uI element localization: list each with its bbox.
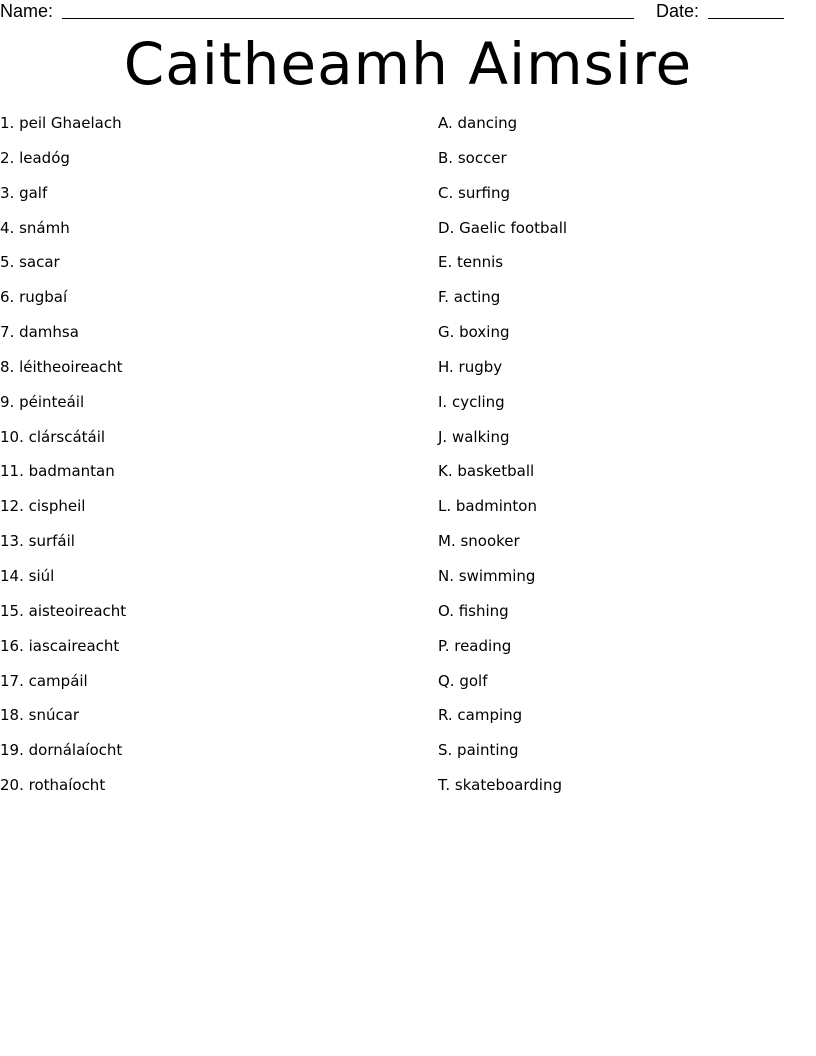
definition-item: I. cycling — [438, 392, 505, 411]
term-item: 8. léitheoireacht — [0, 357, 123, 376]
definition-item: C. surfing — [438, 183, 510, 202]
definition-item: F. acting — [438, 288, 501, 307]
term-item: 17. campáil — [0, 671, 88, 690]
definition-item: H. rugby — [438, 357, 503, 376]
term-item: 5. sacar — [0, 253, 60, 272]
worksheet-header — [0, 0, 816, 24]
page-title: Caitheamh Aimsire — [123, 30, 693, 98]
term-item: 16. iascaireacht — [0, 636, 120, 655]
term-item: 20. rothaíocht — [0, 776, 106, 795]
term-item: 18. snúcar — [0, 706, 80, 725]
terms-column — [0, 112, 400, 809]
definition-item: M. snooker — [438, 532, 520, 551]
definition-item: K. basketball — [438, 462, 535, 481]
definition-item: G. boxing — [438, 323, 510, 342]
definition-item: A. dancing — [438, 114, 518, 132]
term-item: 3. galf — [0, 183, 48, 202]
definition-item: O. fishing — [438, 601, 509, 620]
definition-item: L. badminton — [438, 497, 537, 516]
term-item: 11. badmantan — [0, 462, 115, 481]
definition-item: R. camping — [438, 706, 523, 725]
definition-item: S. painting — [438, 741, 519, 760]
definition-item: T. skateboarding — [438, 776, 562, 795]
term-item: 13. surfáil — [0, 532, 75, 551]
term-item: 14. siúl — [0, 566, 55, 585]
date-blank-line — [708, 18, 784, 19]
term-item: 4. snámh — [0, 218, 70, 237]
term-item: 12. cispheil — [0, 497, 86, 516]
term-item: 10. clárscátáil — [0, 427, 106, 446]
term-item: 15. aisteoireacht — [0, 601, 127, 620]
name-blank-line — [62, 18, 634, 19]
definition-item: P. reading — [438, 636, 512, 655]
date-label: Date: — [656, 1, 700, 21]
definition-item: J. walking — [438, 427, 510, 446]
term-item: 7. damhsa — [0, 323, 79, 342]
term-item: 19. dornálaíocht — [0, 741, 123, 760]
term-item: 2. leadóg — [0, 148, 70, 167]
definition-item: N. swimming — [438, 566, 536, 585]
definitions-column — [438, 112, 808, 809]
term-item: 6. rugbaí — [0, 288, 68, 307]
term-item: 9. péinteáil — [0, 392, 85, 411]
definition-item: B. soccer — [438, 148, 507, 167]
definition-item: E. tennis — [438, 253, 504, 272]
term-item: 1. peil Ghaelach — [0, 114, 122, 132]
definition-item: D. Gaelic football — [438, 218, 568, 237]
definition-item: Q. golf — [438, 671, 488, 690]
name-label: Name: — [0, 1, 54, 21]
